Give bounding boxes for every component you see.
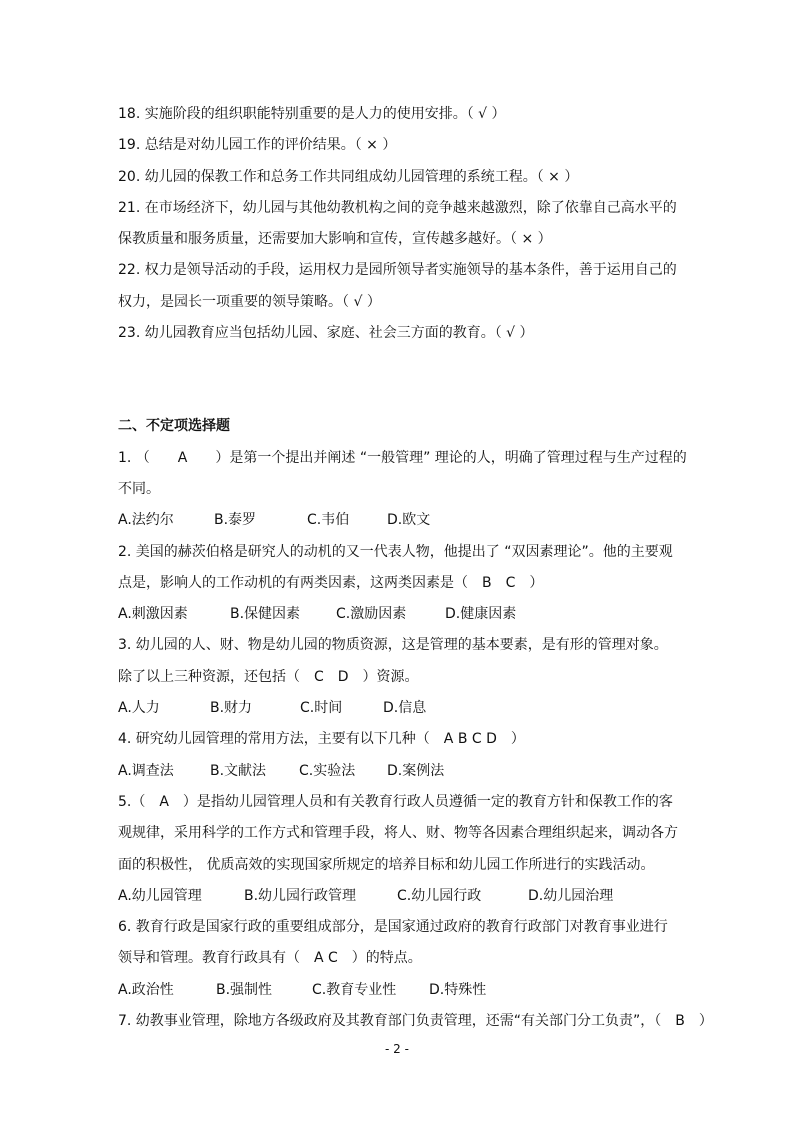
mc-question-1-line-2: 不同。 <box>118 480 160 497</box>
option-c: C.教育专业性 <box>312 981 397 998</box>
option-d: D.特殊性 <box>429 981 487 998</box>
mc-question-3-line-1: 3. 幼儿园的人、财、物是幼儿园的物质资源，这是管理的基本要素，是有形的管理对象。 <box>118 637 668 654</box>
document-body <box>118 99 713 1037</box>
mc-question-5-line-1: 5.（ A ）是指幼儿园管理人员和有关教育行政人员遵循一定的教育方针和保教工作的客 <box>118 793 673 810</box>
mc-question-6-line-2: 领导和管理。教育行政具有（ A C ）的特点。 <box>118 950 422 967</box>
option-d: D.健康因素 <box>445 606 517 623</box>
option-b: B.泰罗 <box>214 512 257 529</box>
option-c: C.韦伯 <box>307 512 350 529</box>
mc-question-4-line-1: 4. 研究幼儿园管理的常用方法，主要有以下几种（ A B C D ） <box>118 731 525 748</box>
question-23: 23. 幼儿园教育应当包括幼儿园、家庭、社会三方面的教育。（ √ ） <box>118 325 534 342</box>
mc-question-6-options <box>118 975 698 1006</box>
option-c: C.激励因素 <box>336 606 407 623</box>
option-d: D.欧文 <box>387 512 431 529</box>
mc-question-3-line-2: 除了以上三种资源，还包括（ C D ）资源。 <box>118 668 419 685</box>
mc-question-7-line-1: 7. 幼教事业管理，除地方各级政府及其教育部门负责管理，还需“有关部门分工负责”，（ B ） <box>118 1013 713 1030</box>
option-a: A.政治性 <box>118 981 174 998</box>
option-a: A.幼儿园管理 <box>118 887 202 904</box>
question-21-line-1: 21. 在市场经济下，幼儿园与其他幼教机构之间的竞争越来越激烈，除了依靠自己高水平的 <box>118 199 677 216</box>
option-b: B.文献法 <box>210 762 267 779</box>
option-c: C.时间 <box>300 700 343 717</box>
option-c: C.幼儿园行政 <box>397 887 482 904</box>
mc-question-6-line-1: 6. 教育行政是国家行政的重要组成部分，是国家通过政府的教育行政部门对教育事业进行 <box>118 919 668 936</box>
option-b: B.幼儿园行政管理 <box>244 887 357 904</box>
mc-question-1-options <box>118 505 698 536</box>
option-d: D.案例法 <box>387 762 445 779</box>
question-22-line-2: 权力，是园长一项重要的领导策略。（ √ ） <box>118 293 381 310</box>
section-title: 二、不定项选择题 <box>118 418 230 435</box>
option-b: B.保健因素 <box>230 606 301 623</box>
option-a: A.人力 <box>118 700 160 717</box>
question-19: 19. 总结是对幼儿园工作的评价结果。（ × ） <box>118 137 397 154</box>
option-a: A.刺激因素 <box>118 606 188 623</box>
question-21-line-2: 保教质量和服务质量，还需要加大影响和宣传，宣传越多越好。（ × ） <box>118 231 552 248</box>
mc-question-5-line-3: 面的积极性， 优质高效的实现国家所规定的培养目标和幼儿园工作所进行的实践活动。 <box>118 856 655 873</box>
option-b: B.强制性 <box>216 981 273 998</box>
page-number: - 2 - <box>385 1042 409 1056</box>
mc-question-5-line-2: 观规律，采用科学的工作方式和管理手段，将人、财、物等各因素合理组织起来，调动各方 <box>118 825 678 842</box>
mc-question-1-line-1: 1. （ A ）是第一个提出并阐述 “一般管理” 理论的人，明确了管理过程与生产过程的 <box>118 449 687 466</box>
option-c: C.实验法 <box>299 762 356 779</box>
option-a: A.调查法 <box>118 762 174 779</box>
mc-question-2-line-2: 点是，影响人的工作动机的有两类因素，这两类因素是（ B C ） <box>118 574 544 591</box>
option-d: D.幼儿园治理 <box>528 887 614 904</box>
mc-question-3-options <box>118 693 698 724</box>
mc-question-2-line-1: 2. 美国的赫茨伯格是研究人的动机的又一代表人物，他提出了 “双因素理论”。他的主要观 <box>118 543 673 560</box>
mc-question-4-options <box>118 756 698 787</box>
question-22-line-1: 22. 权力是领导活动的手段，运用权力是园所领导者实施领导的基本条件，善于运用自己的 <box>118 262 677 279</box>
option-d: D.信息 <box>383 700 427 717</box>
mc-question-5-options <box>118 881 698 912</box>
mc-question-2-options <box>118 599 698 630</box>
question-18: 18. 实施阶段的组织职能特别重要的是人力的使用安排。（ √ ） <box>118 106 506 122</box>
option-a: A.法约尔 <box>118 512 174 529</box>
question-20: 20. 幼儿园的保教工作和总务工作共同组成幼儿园管理的系统工程。（ × ） <box>118 168 579 185</box>
section-gap <box>118 349 698 411</box>
option-b: B.财力 <box>210 700 253 717</box>
